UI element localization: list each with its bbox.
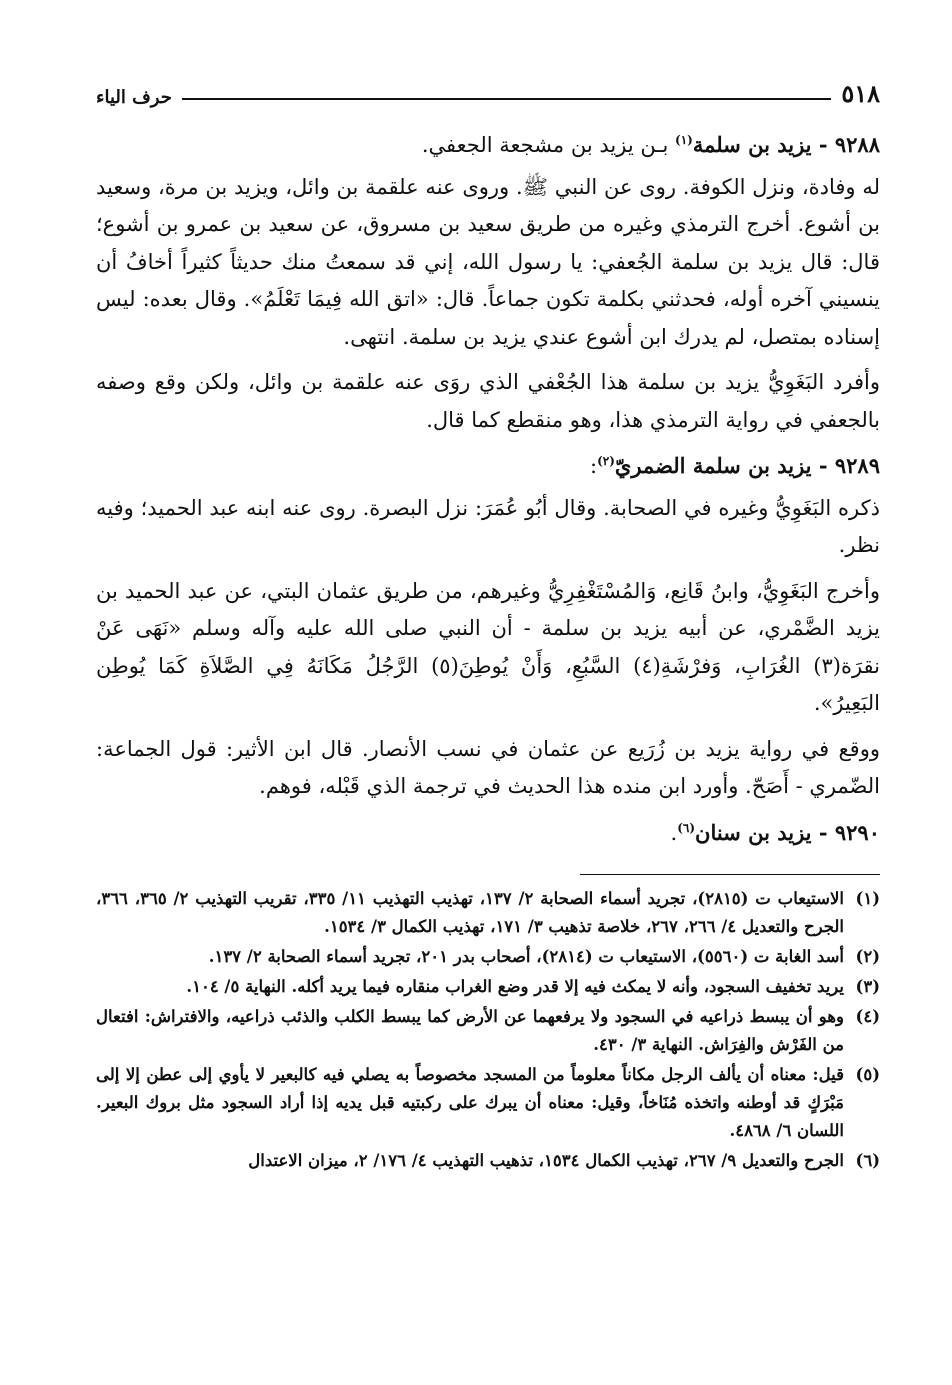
entry-heading	[96, 447, 880, 486]
entry-rest: :	[590, 454, 598, 478]
footnotes	[96, 885, 880, 1175]
header-rule	[182, 98, 831, 100]
footnote-number: (١)	[855, 889, 880, 908]
footnote-text: يريد تخفيف السجود، وأنه لا يمكث فيه إلا قدر وضع الغراب منقاره فيما يريد أكله. النهاية ٥/ ١٠٤.	[186, 977, 844, 996]
footnote	[96, 1003, 880, 1059]
page-number: ٥١٨	[841, 79, 880, 108]
footnote	[96, 973, 880, 1001]
footnote-number: (٥)	[855, 1065, 880, 1084]
paragraph: وأفرد البَغَوِيُّ يزيد بن سلمة هذا الجُعْفي الذي روَى عنه علقمة بن وائل، ولكن وقع وصفه بالجعفي في رواية الترمذي هذا، وهو منقطع كما قال.	[96, 370, 880, 432]
footnote-number: (٦)	[855, 1151, 880, 1170]
footnote-number: (٣)	[855, 977, 880, 996]
footnote	[96, 885, 880, 941]
book-page	[96, 78, 880, 1345]
entry-heading	[96, 814, 880, 853]
footnote	[96, 1147, 880, 1175]
entry-rest: .	[670, 820, 678, 845]
footnote-marker: (٢)	[597, 454, 615, 468]
footnote-text: قيل: معناه أن يألف الرجل مكاناً معلوماً من المسجد مخصوصاً به يصلي فيه كالبعير لا يأوي إلى عطن إلا إلى مَبْرَكٍ قد أوطنه واتخذه مُنَاخاً، وقيل: معناه أن يبرك على ركبتيه قبل يديه إذا أراد السجود مثل بروك البعير. اللسان ٦/ ٤٨٦٨.	[96, 1065, 844, 1140]
entry-rest: بـن يزيد بن مشجعة الجعفي.	[421, 133, 675, 157]
footnote	[96, 1061, 880, 1145]
entry-name: يزيد بن سنان	[695, 819, 812, 845]
paragraph: ذكره البَغَوِيُّ وغيره في الصحابة. وقال أبُو عُمَرَ: نزل البصرة. روى عنه ابنه عبد الحميد؛ وفيه نظر.	[96, 495, 880, 557]
entry-name: يزيد بن سلمة الضمريّ	[614, 453, 812, 478]
entry-number: ٩٢٨٨ -	[818, 132, 880, 157]
footnote-number: (٢)	[855, 947, 880, 966]
paragraph: وأخرج البَغَوِيُّ، وابنُ قَانِع، وَالمُسْتَغْفِرِيُّ وغيرهم، من طريق عثمان البتي، عن عبد الحميد بن يزيد الضَّمْري، عن أبيه يزيد بن سلمة - أن النبي صلى الله عليه وآله وسلم «نَهَى عَنْ نقرَة(٣) الغُرَابِ، وَفرْشَةِ(٤) السَّبُعِ، وَأَنْ يُوطِنَ(٥) الرَّجُلُ مَكَانَهُ فِي الصَّلاَةِ كَمَا يُوطِن البَعِيرُ».	[96, 578, 880, 715]
footnote-text: الاستيعاب ت (٢٨١٥)، تجريد أسماء الصحابة ٢/ ١٣٧، تهذيب التهذيب ١١/ ٣٣٥، تقريب التهذيب ٢/ ٣٦٥، ٣٦٦، الجرح والتعديل ٤/ ٢٦٦، ٢٦٧، خلاصة تذهيب ٣/ ١٧١، تهذيب الكمال ٣/ ١٥٣٤.	[96, 889, 844, 936]
footnote-divider	[580, 874, 880, 875]
entry-name: يزيد بن سلمة	[692, 132, 812, 157]
entry-heading	[96, 126, 880, 165]
footnote-marker: (٦)	[677, 820, 696, 835]
footnote-marker: (١)	[675, 133, 693, 147]
entry-number: ٩٢٨٩ -	[818, 453, 880, 478]
running-title: حرف الياء	[96, 87, 172, 108]
footnote	[96, 943, 880, 971]
footnote-number: (٤)	[855, 1007, 880, 1026]
footnote-text: وهو أن يبسط ذراعيه في السجود ولا يرفعهما عن الأرض كما يبسط الكلب والذئب ذراعيه، والافتراش: افتعال من الفَرْش والفِرَاش. النهاية ٣/ ٤٣٠.	[96, 1007, 844, 1054]
page-header	[96, 78, 880, 108]
paragraph: ووقع في رواية يزيد بن زُرَيع عن عثمان في نسب الأنصار. قال ابن الأثير: قول الجماعة: الضّمري - أَصَحّ. وأورد ابن منده هذا الحديث في ترجمة الذي قَبْله، فوهم.	[96, 736, 880, 798]
paragraph: له وفادة، ونزل الكوفة. روى عن النبي ﷺ. وروى عنه علقمة بن وائل، ويزيد بن مرة، وسعيد بن أشوع. أخرج الترمذي وغيره من طريق سعيد بن مسروق، عن سعيد بن عمرو بن أشوع؛ قال: قال يزيد بن سلمة الجُعفي: يا رسول الله، إني قد سمعتُ منك حديثاً كثيراً أخافُ أن ينسيني آخره أوله، فحدثني بكلمة تكون جماعاً. قال: «اتق الله فِيمَا تَعْلَمُ». وقال بعده: ليس إسناده بمتصل، لم يدرك ابن أشوع عندي يزيد بن سلمة. انتهى.	[96, 174, 880, 349]
main-text	[96, 126, 880, 852]
footnote-text: أسد الغابة ت (٥٥٦٠)، الاستيعاب ت (٢٨١٤)، أصحاب بدر ٢٠١، تجريد أسماء الصحابة ٢/ ١٣٧.	[208, 947, 844, 966]
entry-number: ٩٢٩٠ -	[818, 819, 880, 845]
footnote-text: الجرح والتعديل ٩/ ٢٦٧، تهذيب الكمال ١٥٣٤، تذهيب التهذيب ٤/ ١٧٦/ ٢، ميزان الاعتدال	[248, 1151, 844, 1170]
